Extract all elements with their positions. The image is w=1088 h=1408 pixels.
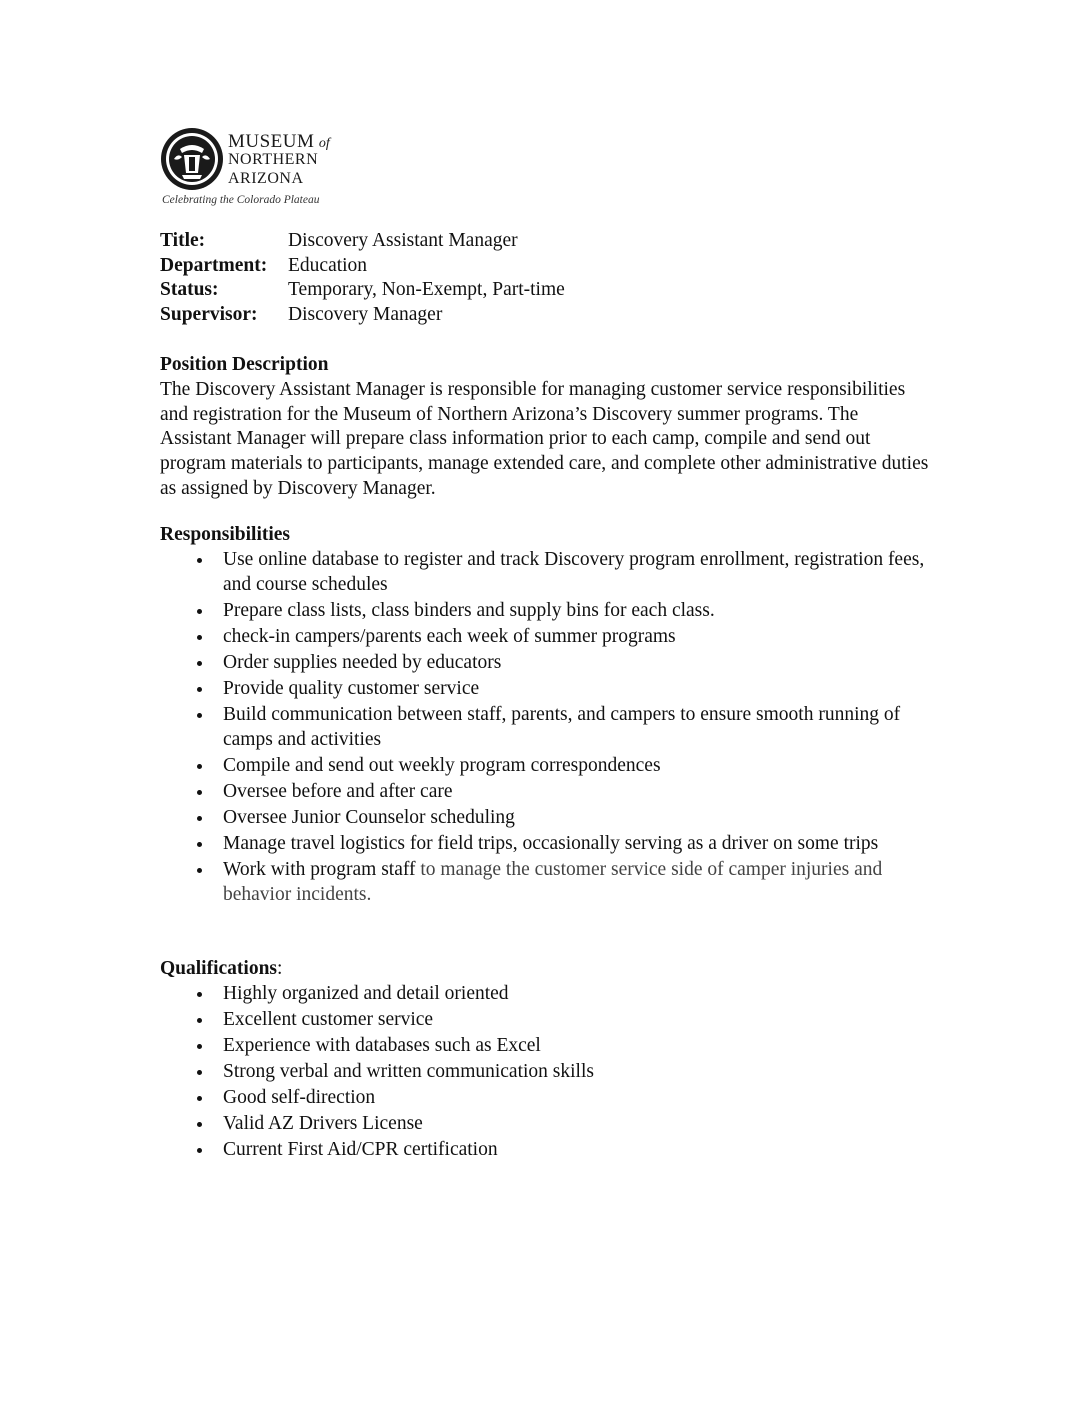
list-item: Provide quality customer service [160, 677, 930, 702]
museum-logo [160, 127, 360, 211]
list-item: Oversee before and after care [160, 780, 930, 805]
logo-text-line1: MUSEUM of [228, 131, 330, 152]
job-info-block [160, 229, 565, 327]
bullet-icon [197, 868, 202, 873]
responsibilities-list [160, 548, 930, 908]
list-item: Strong verbal and written communication skills [160, 1060, 930, 1085]
info-row-title [160, 229, 565, 254]
info-row-status [160, 278, 565, 303]
bullet-icon [197, 558, 202, 563]
list-item: Prepare class lists, class binders and supply bins for each class. [160, 599, 930, 624]
bullet-icon [197, 1070, 202, 1075]
info-value: Education [288, 254, 368, 276]
bullet-icon [197, 992, 202, 997]
list-item: check-in campers/parents each week of summer programs [160, 625, 930, 650]
bullet-icon [197, 635, 202, 640]
list-item: Highly organized and detail oriented [160, 982, 930, 1007]
bullet-icon [197, 1044, 202, 1049]
list-item: Excellent customer service [160, 1008, 930, 1033]
bullet-icon [197, 713, 202, 718]
list-item: Use online database to register and track Discovery program enrollment, registration fees, and course schedules [160, 548, 930, 598]
bullet-icon [197, 609, 202, 614]
list-item: Oversee Junior Counselor scheduling [160, 806, 930, 831]
bullet-icon [197, 1148, 202, 1153]
info-label: Status: [160, 279, 219, 300]
bullet-icon [197, 687, 202, 692]
section-heading: Position Description [160, 354, 329, 375]
bullet-icon [197, 790, 202, 795]
logo-tagline: Celebrating the Colorado Plateau [162, 194, 320, 206]
bullet-icon [197, 1018, 202, 1023]
logo-text-line3: ARIZONA [228, 170, 304, 187]
qualifications-section [160, 957, 930, 1164]
museum-emblem-icon [160, 127, 224, 191]
list-item: Manage travel logistics for field trips, occasionally serving as a driver on some trips [160, 832, 930, 857]
section-heading: Qualifications: [160, 958, 283, 979]
list-item: Valid AZ Drivers License [160, 1112, 930, 1137]
qualifications-list [160, 982, 930, 1163]
info-value: Discovery Assistant Manager [288, 230, 518, 251]
responsibilities-section [160, 523, 930, 909]
info-row-department [160, 254, 565, 279]
position-description-section [160, 353, 930, 502]
info-value: Discovery Manager [288, 303, 443, 325]
list-item: Experience with databases such as Excel [160, 1034, 930, 1059]
info-row-supervisor [160, 303, 565, 328]
logo-text-line2: NORTHERN [228, 151, 319, 168]
list-item: Compile and send out weekly program correspondences [160, 754, 930, 779]
bullet-icon [197, 1122, 202, 1127]
bullet-icon [197, 661, 202, 666]
list-item: Current First Aid/CPR certification [160, 1138, 930, 1163]
list-item: Build communication between staff, parents, and campers to ensure smooth running of camps and activities [160, 703, 930, 753]
info-label: Department: [160, 254, 268, 276]
section-heading: Responsibilities [160, 524, 291, 545]
bullet-icon [197, 816, 202, 821]
list-item: Good self-direction [160, 1086, 930, 1111]
bullet-icon [197, 842, 202, 847]
list-item: Work with program staff to manage the customer service side of camper injuries and behavior incidents. [160, 858, 930, 908]
info-label: Supervisor: [160, 303, 258, 325]
list-item: Order supplies needed by educators [160, 651, 930, 676]
info-value: Temporary, Non-Exempt, Part-time [288, 279, 565, 300]
description-paragraph: The Discovery Assistant Manager is responsible for managing customer service responsibilities and registration for the Museum of Northern Arizona’s Discovery summer programs. The Assistant Manager will prepare class information prior to each camp, compile and send out program materials to participants, manage extended care, and complete other administrative duties as assigned by Discovery Manager. [160, 378, 929, 499]
bullet-icon [197, 1096, 202, 1101]
info-label: Title: [160, 230, 206, 251]
bullet-icon [197, 764, 202, 769]
